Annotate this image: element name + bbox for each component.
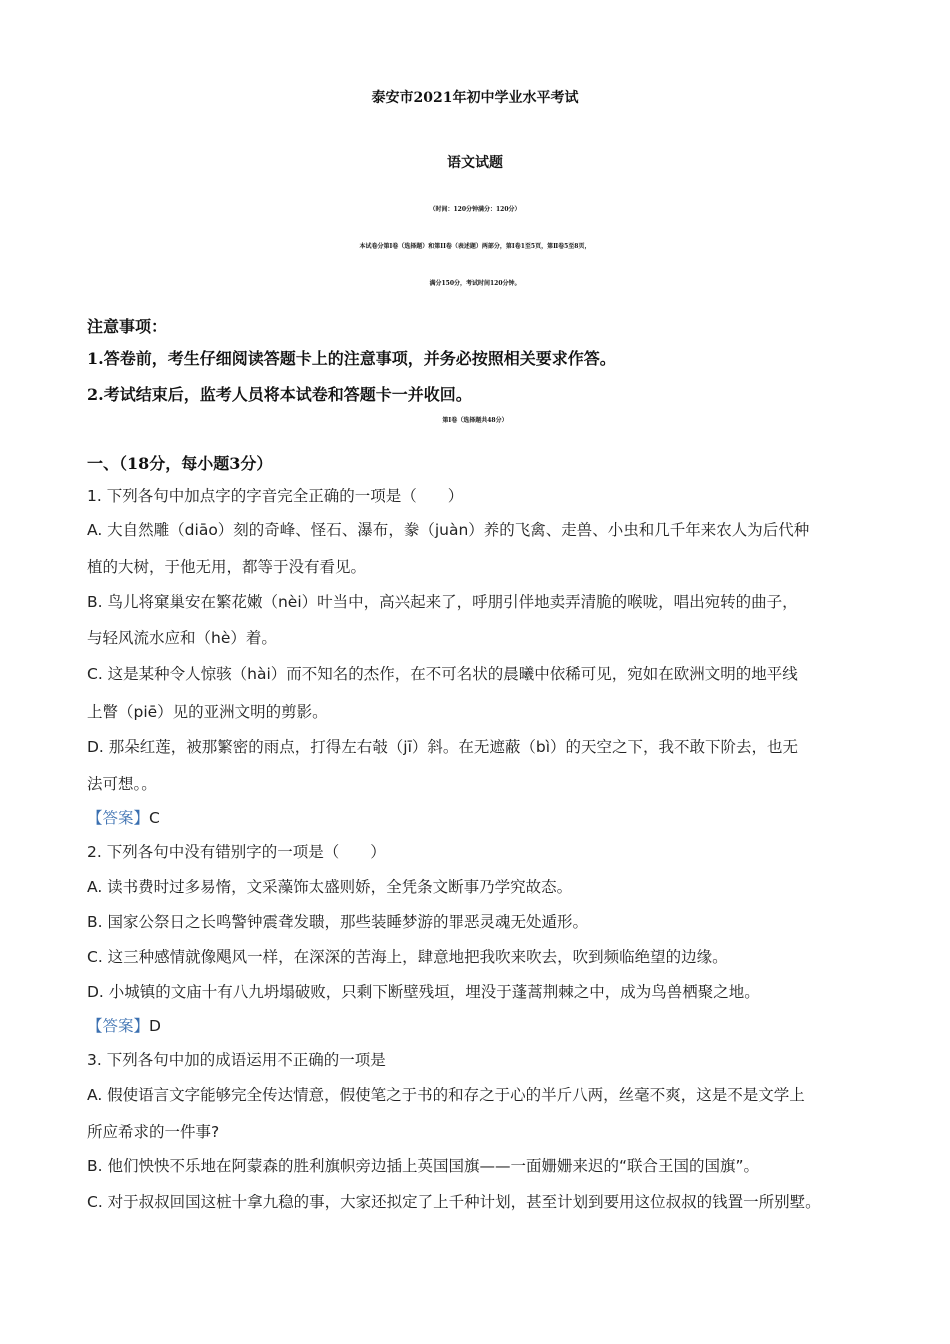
q1-option-c-line1: C. 这是某种令人惊骇（hài）而不知名的杰作，在不可名状的晨曦中依稀可见，宛如在欧洲文明的地平线	[87, 665, 798, 683]
q1-answer-value: C	[149, 809, 160, 827]
notice-item-2: 2.考试结束后，监考人员将本试卷和答题卡一并收回。	[87, 385, 472, 404]
q2-stem: 2. 下列各句中没有错别字的一项是（ ）	[87, 843, 386, 861]
section-heading: 一、（18分，每小题3分）	[87, 454, 273, 473]
exam-subtitle: 语文试题	[447, 155, 503, 171]
q1-option-b-line1: B. 鸟儿将窠巢安在繁花嫩（nèi）叶当中，高兴起来了，呼朋引伴地卖弄清脆的喉咙，唱出宛转的曲子，	[87, 593, 798, 611]
q1-option-d-line2: 法可想。。	[87, 775, 157, 793]
q3-stem: 3. 下列各句中加的成语运用不正确的一项是	[87, 1051, 386, 1069]
q1-option-a-line1: A. 大自然雕（diāo）刻的奇峰、怪石、瀑布，豢（juàn）养的飞禽、走兽、小虫和几千年来农人为后代种	[87, 521, 810, 539]
part1-heading: 第Ⅰ卷（选择题共48分）	[442, 417, 508, 424]
q2-option-c: C. 这三种感情就像飓风一样，在深深的苦海上，肆意地把我吹来吹去，吹到频临绝望的边缘。	[87, 948, 728, 966]
q1-stem: 1. 下列各句中加点字的字音完全正确的一项是（ ）	[87, 487, 464, 505]
q2-answer-value: D	[149, 1017, 161, 1035]
intro-line-1: 本试卷分第Ⅰ卷（选择题）和第II卷（表述题）两部分，第Ⅰ卷1至5页，第Ⅱ卷5至8页，	[359, 243, 591, 250]
exam-title: 泰安市2021年初中学业水平考试	[371, 90, 579, 106]
q2-answer-tag: 【答案】	[87, 1017, 150, 1035]
notice-heading: 注意事项：	[87, 317, 168, 336]
notice-item-1: 1.答卷前，考生仔细阅读答题卡上的注意事项，并务必按照相关要求作答。	[87, 349, 616, 368]
q2-option-b: B. 国家公祭日之长鸣警钟震聋发聩，那些装睡梦游的罪恶灵魂无处遁形。	[87, 913, 588, 931]
q2-option-d: D. 小城镇的文庙十有八九坍塌破败，只剩下断壁残垣，埋没于蓬蒿荆棘之中，成为鸟兽栖聚之地。	[87, 983, 760, 1001]
q1-answer-tag: 【答案】	[87, 809, 150, 827]
q1-option-a-line2: 植的大树，于他无用，都等于没有看见。	[87, 558, 367, 576]
q1-answer	[87, 806, 160, 828]
q1-option-d-line1: D. 那朵红莲，被那繁密的雨点，打得左右攲（jī）斜。在无遮蔽（bì）的天空之下，我不敢下阶去，也无	[87, 738, 799, 756]
intro-line-2: 满分150分，考试时间120分钟。	[429, 280, 521, 287]
q3-option-b: B. 他们怏怏不乐地在阿蒙森的胜利旗帜旁边插上英国国旗——一面姗姗来迟的“联合王国的国旗”。	[87, 1157, 760, 1175]
q2-answer	[87, 1014, 161, 1036]
q2-option-a: A. 读书费时过多易惰，文采藻饰太盛则娇，全凭条文断事乃学究故态。	[87, 878, 573, 896]
time-score-line: （时间：120分钟满分：120分）	[429, 206, 521, 213]
q3-option-c: C. 对于叔叔回国这桩十拿九稳的事，大家还拟定了上千种计划，甚至计划到要用这位叔叔的钱置一所别墅。	[87, 1193, 821, 1211]
q1-option-b-line2: 与轻风流水应和（hè）着。	[87, 629, 277, 647]
q3-option-a-line1: A. 假使语言文字能够完全传达情意，假使笔之于书的和存之于心的半斤八两，丝毫不爽，这是不是文学上	[87, 1086, 805, 1104]
q3-option-a-line2: 所应希求的一件事?	[87, 1123, 220, 1141]
q1-option-c-line2: 上瞥（piē）见的亚洲文明的剪影。	[87, 703, 328, 721]
